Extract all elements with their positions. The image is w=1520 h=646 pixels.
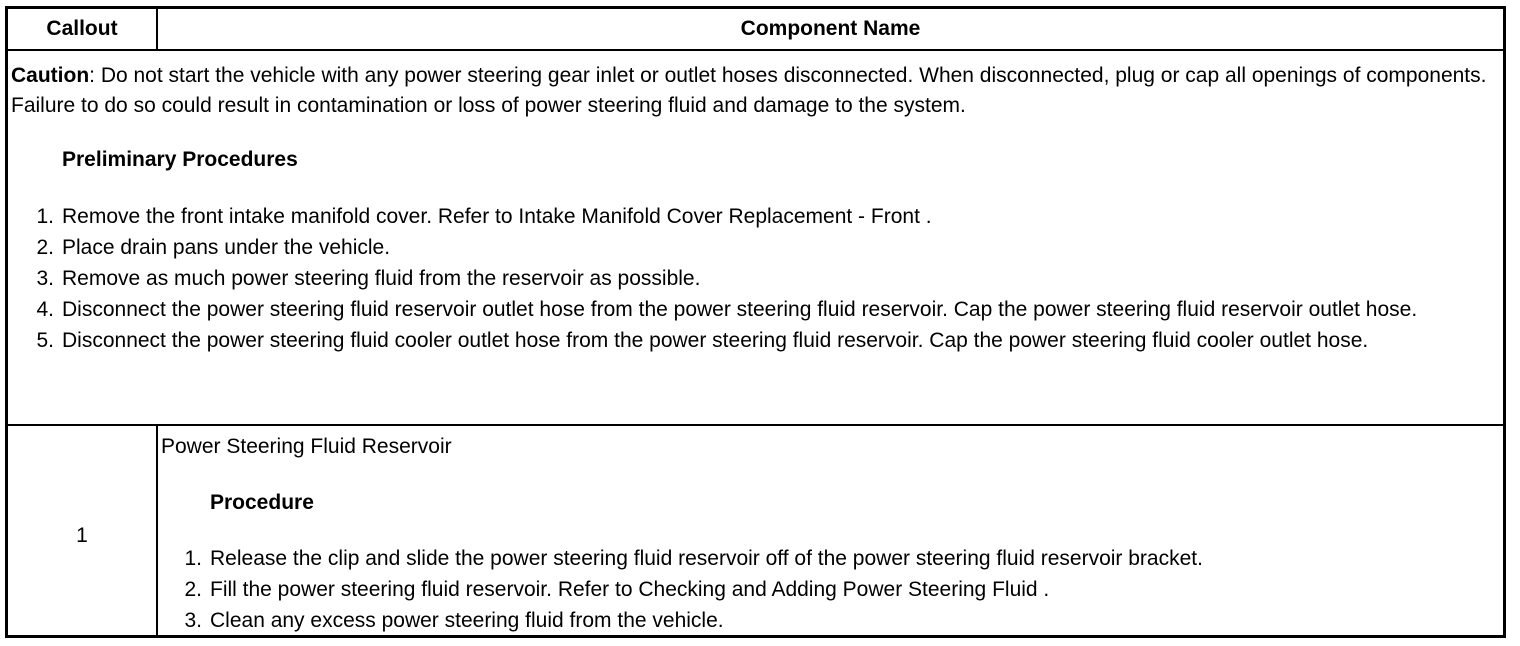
header-component-name: Component Name	[740, 17, 921, 40]
step-text: Fill the power steering fluid reservoir. Refer to Checking and Adding Power Steering Fluid .	[210, 578, 1050, 601]
preliminary-row	[8, 51, 1503, 426]
step-number: 2.	[184, 578, 202, 601]
caution-text: : Do not start the vehicle with any power steering gear inlet or outlet hoses disconnected. When disconnected, plug or cap all openings of components. Failure to do so could result in contamination or loss of power steering fluid and damage to the system.	[11, 64, 1487, 117]
step-text: Release the clip and slide the power steering fluid reservoir off of the power steering fluid reservoir bracket.	[210, 547, 1203, 570]
step-number: 1.	[184, 547, 202, 570]
preliminary-steps	[36, 201, 1502, 356]
list-item	[36, 263, 1502, 294]
callout-number: 1	[76, 524, 88, 547]
step-number: 2.	[36, 236, 54, 259]
preliminary-heading: Preliminary Procedures	[62, 148, 298, 171]
step-text: Disconnect the power steering fluid cooler outlet hose from the power steering fluid reservoir. Cap the power steering fluid cooler outlet hose.	[62, 329, 1369, 352]
caution-note	[11, 61, 1501, 121]
list-item	[36, 232, 1502, 263]
list-item	[184, 543, 1500, 574]
list-item	[36, 325, 1502, 356]
step-number: 1.	[36, 205, 54, 228]
step-text: Place drain pans under the vehicle.	[62, 236, 391, 259]
step-number: 5.	[36, 329, 54, 352]
procedure-steps	[184, 543, 1500, 636]
table-header-row	[8, 9, 1503, 51]
list-item	[184, 605, 1500, 636]
list-item	[184, 574, 1500, 605]
step-text: Clean any excess power steering fluid from the vehicle.	[210, 609, 724, 632]
component-row	[8, 426, 1503, 635]
header-callout: Callout	[46, 17, 118, 40]
procedure-table	[5, 6, 1506, 638]
component-name: Power Steering Fluid Reservoir	[161, 435, 452, 458]
component-divider	[156, 426, 158, 635]
step-text: Remove the front intake manifold cover. Refer to Intake Manifold Cover Replacement - Front .	[62, 205, 932, 228]
step-text: Disconnect the power steering fluid reservoir outlet hose from the power steering fluid reservoir. Cap the power steering fluid reservoir outlet hose.	[62, 298, 1418, 321]
step-number: 4.	[36, 298, 54, 321]
step-text: Remove as much power steering fluid from the reservoir as possible.	[62, 267, 701, 290]
procedure-heading: Procedure	[210, 491, 314, 514]
list-item	[36, 294, 1502, 325]
step-number: 3.	[184, 609, 202, 632]
step-number: 3.	[36, 267, 54, 290]
list-item	[36, 201, 1502, 232]
caution-label: Caution	[11, 64, 90, 87]
